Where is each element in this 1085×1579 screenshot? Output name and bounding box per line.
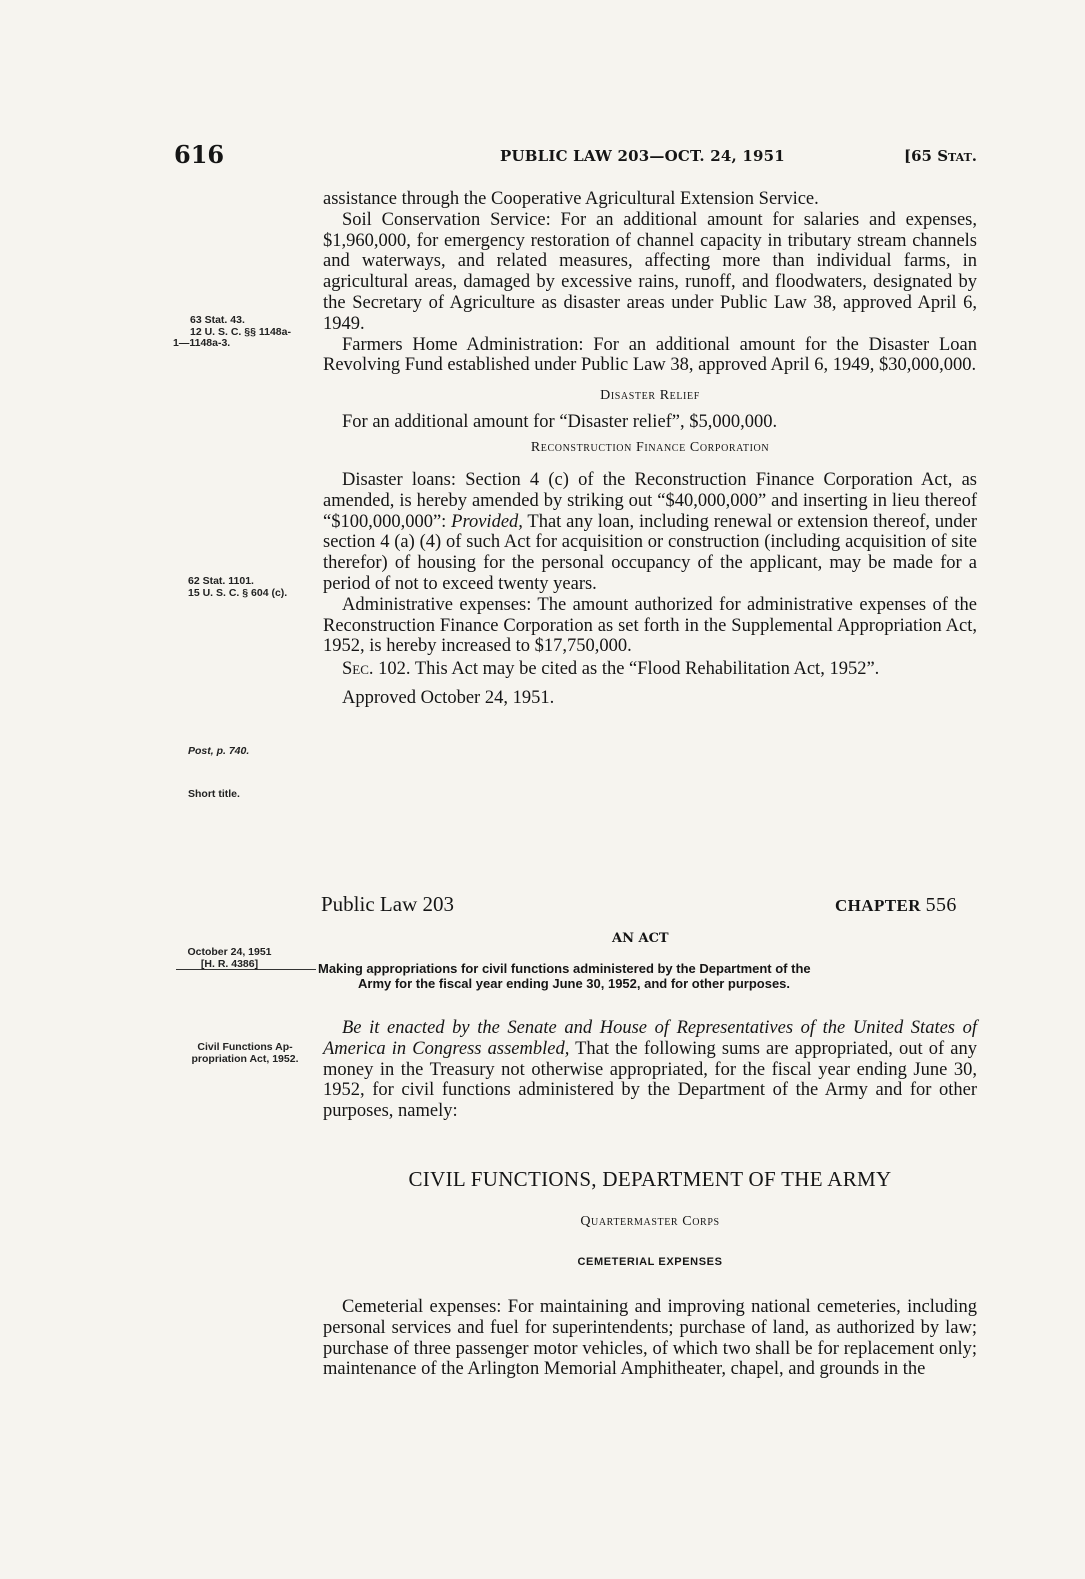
main-text-upper [323, 189, 977, 709]
margin-note-act-title [171, 1042, 319, 1065]
margin-note-line: October 24, 1951 [187, 946, 272, 958]
chapter-label [835, 894, 957, 917]
sec-label: Sec. [342, 659, 374, 680]
act-purpose [318, 961, 978, 991]
paragraph-short-title [323, 659, 977, 680]
stat-ref-word: Stat. [937, 147, 977, 165]
paragraph-disaster-relief: For an additional amount for “Disaster relief”, $5,000,000. [342, 412, 778, 433]
margin-note-line: 63 Stat. 43. [190, 314, 245, 326]
heading-quartermaster-corps: Quartermaster Corps [580, 1214, 720, 1229]
margin-note-text: Short title. [188, 788, 240, 800]
margin-note-public-law-38 [168, 315, 318, 350]
paragraph-disaster-loans [323, 470, 977, 595]
enacting-clause [323, 1018, 977, 1122]
paragraph-farmers-home: Farmers Home Administration: For an additional amount for the Disaster Loan Revolving Fund established under Public Law 38, approved April 6, 1949, $30,000,000. [323, 334, 977, 376]
stat-ref-number: [65 [904, 147, 932, 165]
paragraph-admin-expenses: Administrative expenses: The amount authorized for administrative expenses of the Reconstruction Finance Corporation as set forth in the Supplemental Appropriation Act, 1952, is hereby increased to $17,750,000. [323, 594, 977, 657]
stat-reference [904, 147, 977, 165]
main-text-cemeterial [323, 1297, 977, 1380]
purpose-line: Making appropriations for civil functions administered by the Department of the [318, 961, 811, 976]
margin-note-date-bill [172, 947, 287, 970]
paragraph-approved: Approved October 24, 1951. [342, 687, 555, 708]
page-number: 616 [174, 140, 225, 169]
margin-note-line: 15 U. S. C. § 604 (c). [188, 586, 288, 599]
margin-note-line: 12 U. S. C. §§ 1148a- [190, 325, 291, 338]
margin-note-line: [H. R. 4386] [200, 957, 259, 970]
margin-note-line: Civil Functions Ap- [197, 1041, 293, 1053]
margin-note-line: 62 Stat. 1101. [188, 575, 254, 587]
margin-note-rfc-act [188, 576, 320, 599]
text-run: That any loan, including renewal or extension thereof, under section 4 (a) (4) of such Act for acquisition or construction (including acquisition of site therefor) of housing for the personal occupancy of the applicant, may be made for a period of not to exceed twenty years. [323, 511, 978, 594]
margin-note-text: Post, p. 740. [188, 745, 250, 757]
enacting-italic: Be it enacted by the Senate and House of Representatives of the United States of America in Congress assembled, [323, 1018, 977, 1059]
margin-note-line: 1—1148a-3. [173, 337, 231, 349]
paragraph-extension-service: assistance through the Cooperative Agricultural Extension Service. [323, 189, 819, 209]
chapter-number: 556 [925, 894, 957, 916]
paragraph-soil-conservation: Soil Conservation Service: For an additional amount for salaries and expenses, $1,960,000, for emergency restoration of channel capacity in tributary stream channels and waterways, and related measures, affecting more than individual farms, in agricultural areas, damaged by excessive rains, runoff, and floodwaters, designated by the Secretary of Agriculture as disaster areas under Public Law 38, approved April 6, 1949. [323, 209, 977, 334]
enacting-text: That the following sums are appropriated, out of any money in the Treasury not otherwise appropriated, for the fiscal year ending June 30, 1952, for civil functions administered by the Department of the Army and for other purposes, namely: [323, 1038, 977, 1122]
paragraph-cemeterial-expenses: Cemeterial expenses: For maintaining and improving national cemeteries, including personal services and fuel for superintendents; purchase of land, as authorized by law; purchase of three passenger motor vehicles, of which two shall be for replacement only; maintenance of the Arlington Memorial Amphitheater, chapel, and grounds in the [323, 1297, 977, 1380]
public-law-title: Public Law 203 [321, 892, 454, 916]
text-run-italic: Provided, [451, 511, 523, 532]
an-act-heading: AN ACT [612, 931, 669, 946]
running-title: PUBLIC LAW 203—OCT. 24, 1951 [500, 147, 785, 165]
margin-note-post [188, 746, 333, 758]
heading-civil-functions: CIVIL FUNCTIONS, DEPARTMENT OF THE ARMY [408, 1167, 892, 1191]
margin-divider [176, 969, 316, 970]
margin-note-short-title [188, 789, 333, 801]
margin-note-line: propriation Act, 1952. [191, 1052, 299, 1065]
heading-disaster-relief: Disaster Relief [600, 388, 700, 404]
heading-rfc: Reconstruction Finance Corporation [530, 439, 770, 455]
heading-cemeterial-expenses: CEMETERIAL EXPENSES [577, 1256, 723, 1268]
chapter-word: CHAPTER [835, 896, 921, 915]
text-run: Disaster loans: Section 4 (c) of the Reconstruction Finance Corporation Act, as amended, is hereby amended by striking out “$40,000,000” and inserting in lieu thereof “$100,000,000”: [323, 469, 977, 532]
main-text-lower [323, 1018, 977, 1122]
text-run: 102. This Act may be cited as the “Flood Rehabilitation Act, 1952”. [373, 659, 880, 680]
purpose-line: Army for the fiscal year ending June 30, 1952, and for other purposes. [358, 976, 791, 991]
